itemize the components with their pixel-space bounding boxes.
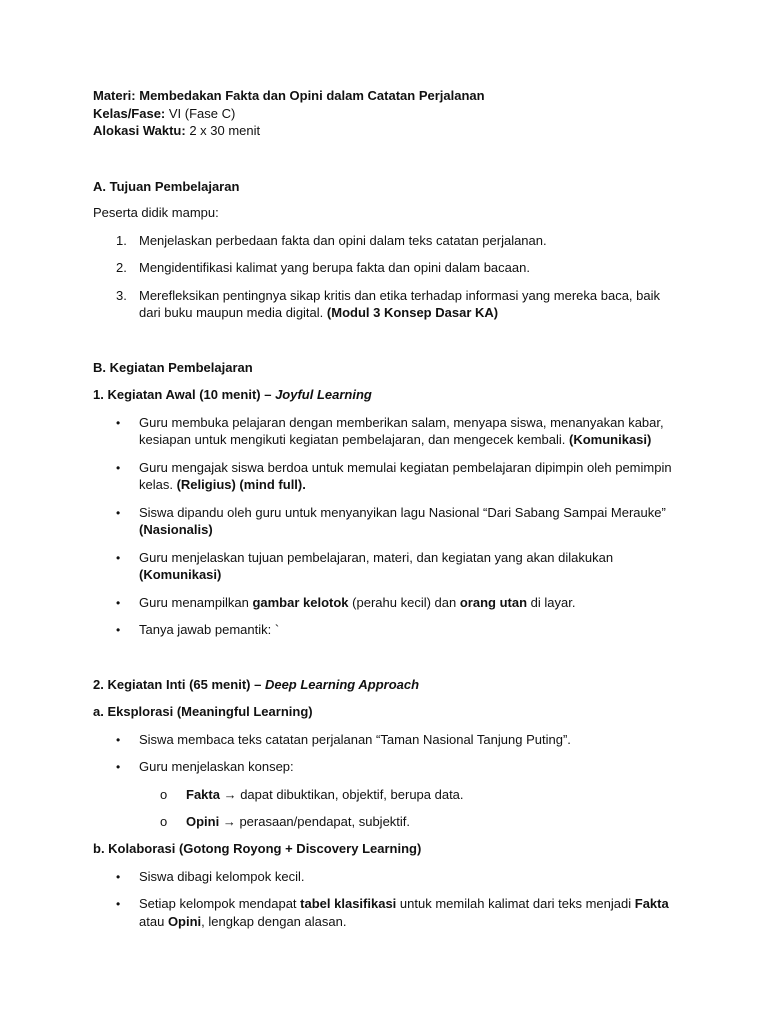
- opini-def: → perasaan/pendapat, subjektif.: [222, 814, 411, 829]
- awal-item-6: Tanya jawab pemantik: `: [139, 622, 280, 637]
- awal-item-3-tag: (Nasionalis): [139, 522, 213, 537]
- awal-title-italic: Joyful Learning: [275, 387, 372, 402]
- awal-title-text: 1. Kegiatan Awal (10 menit) –: [93, 387, 272, 402]
- kolaborasi-title: b. Kolaborasi (Gotong Royong + Discovery Learning): [93, 841, 422, 856]
- kolab-mid: untuk memilah kalimat dari teks menjadi: [399, 896, 632, 911]
- kolaborasi-item-2-line2: [139, 913, 346, 931]
- bullet-icon: •: [116, 506, 121, 520]
- awal-item-2-line2: [139, 476, 306, 494]
- awal-item-3-line1: Siswa dipandu oleh guru untuk menyanyikan lagu Nasional “Dari Sabang Sampai Merauke”: [139, 505, 666, 520]
- kolab-bold1: tabel klasifikasi: [300, 896, 397, 911]
- kegiatan-awal-title: [93, 386, 372, 404]
- bullet-icon: •: [116, 870, 121, 884]
- awal-item-4-tag: (Komunikasi): [139, 567, 222, 582]
- tujuan-item-3-line2: [139, 304, 498, 322]
- bullet-icon: •: [116, 897, 121, 911]
- bullet-icon: •: [116, 416, 121, 430]
- bullet-icon: •: [116, 596, 121, 610]
- kolab-line2-post: , lengkap dengan alasan.: [201, 914, 347, 929]
- awal-item-1-line2: [139, 431, 651, 449]
- awal-item-5-bold1: gambar kelotok: [252, 595, 349, 610]
- alokasi-label: Alokasi Waktu:: [93, 123, 186, 138]
- list-number: 2.: [116, 260, 127, 275]
- awal-item-5-bold2: orang utan: [459, 595, 528, 610]
- awal-item-5-mid: (perahu kecil) dan: [352, 595, 457, 610]
- inti-title-text: 2. Kegiatan Inti (65 menit) –: [93, 677, 262, 692]
- kolab-line2-pre: atau: [139, 914, 165, 929]
- awal-item-5-post: di layar.: [530, 595, 576, 610]
- kolab-bold2: Fakta: [634, 896, 669, 911]
- tujuan-item-2: Mengidentifikasi kalimat yang berupa fakta dan opini dalam bacaan.: [139, 260, 530, 275]
- fakta-term: Fakta: [186, 787, 220, 802]
- awal-item-2-text: kelas.: [139, 477, 173, 492]
- kolaborasi-item-1: Siswa dibagi kelompok kecil.: [139, 869, 305, 884]
- awal-item-5: [139, 594, 575, 612]
- tujuan-item-1: Menjelaskan perbedaan fakta dan opini dalam teks catatan perjalanan.: [139, 233, 547, 248]
- kolaborasi-item-2-line1: [139, 895, 669, 913]
- tujuan-intro: Peserta didik mampu:: [93, 205, 219, 220]
- eksplorasi-item-2: Guru menjelaskan konsep:: [139, 759, 294, 774]
- list-number: 3.: [116, 288, 127, 303]
- eksplorasi-title: a. Eksplorasi (Meaningful Learning): [93, 704, 313, 719]
- awal-item-2-line1: Guru mengajak siswa berdoa untuk memulai kegiatan pembelajaran dipimpin oleh pemimpin: [139, 460, 672, 475]
- kegiatan-heading: B. Kegiatan Pembelajaran: [93, 360, 253, 375]
- alokasi-line: [93, 122, 260, 140]
- materi-line: [93, 87, 485, 105]
- bullet-icon: •: [116, 733, 121, 747]
- sub-bullet-marker: o: [160, 787, 168, 802]
- awal-item-5-pre: Guru menampilkan: [139, 595, 249, 610]
- bullet-icon: •: [116, 551, 121, 565]
- kolab-bold3: Opini: [167, 914, 202, 929]
- sub-bullet-marker: o: [160, 814, 168, 829]
- sub-item-opini: [186, 813, 410, 831]
- sub-item-fakta: [186, 786, 464, 804]
- materi-value: Membedakan Fakta dan Opini dalam Catatan Perjalanan: [139, 88, 485, 103]
- materi-label: Materi:: [93, 88, 136, 103]
- bullet-icon: •: [116, 461, 121, 475]
- opini-term: Opini: [186, 814, 220, 829]
- tujuan-item-3-line1: Merefleksikan pentingnya sikap kritis dan etika terhadap informasi yang mereka baca, baik: [139, 288, 660, 303]
- fakta-def: → dapat dibuktikan, objektif, berupa data.: [223, 787, 464, 802]
- tujuan-item-3-text: dari buku maupun media digital.: [139, 305, 324, 320]
- list-number: 1.: [116, 233, 127, 248]
- bullet-icon: •: [116, 760, 121, 774]
- kelas-label: Kelas/Fase:: [93, 106, 166, 121]
- tujuan-item-3-tag: (Modul 3 Konsep Dasar KA): [326, 305, 499, 320]
- bullet-icon: •: [116, 623, 121, 637]
- kelas-line: [93, 105, 235, 123]
- awal-item-4-line1: Guru menjelaskan tujuan pembelajaran, materi, dan kegiatan yang akan dilakukan: [139, 550, 614, 565]
- tujuan-heading: A. Tujuan Pembelajaran: [93, 179, 240, 194]
- kolab-pre: Setiap kelompok mendapat: [139, 896, 297, 911]
- kegiatan-inti-title: [93, 676, 419, 694]
- eksplorasi-item-1: Siswa membaca teks catatan perjalanan “Taman Nasional Tanjung Puting”.: [139, 732, 571, 747]
- alokasi-value: 2 x 30 menit: [189, 123, 261, 138]
- kelas-value: VI (Fase C): [168, 106, 236, 121]
- inti-title-italic: Deep Learning Approach: [264, 677, 420, 692]
- awal-item-1-line1: Guru membuka pelajaran dengan memberikan salam, menyapa siswa, menanyakan kabar,: [139, 415, 664, 430]
- awal-item-1-text: kesiapan untuk mengikuti kegiatan pembelajaran, dan mengecek kembali.: [139, 432, 566, 447]
- awal-item-1-tag: (Komunikasi): [569, 432, 652, 447]
- awal-item-2-tag: (Religius) (mind full).: [176, 477, 306, 492]
